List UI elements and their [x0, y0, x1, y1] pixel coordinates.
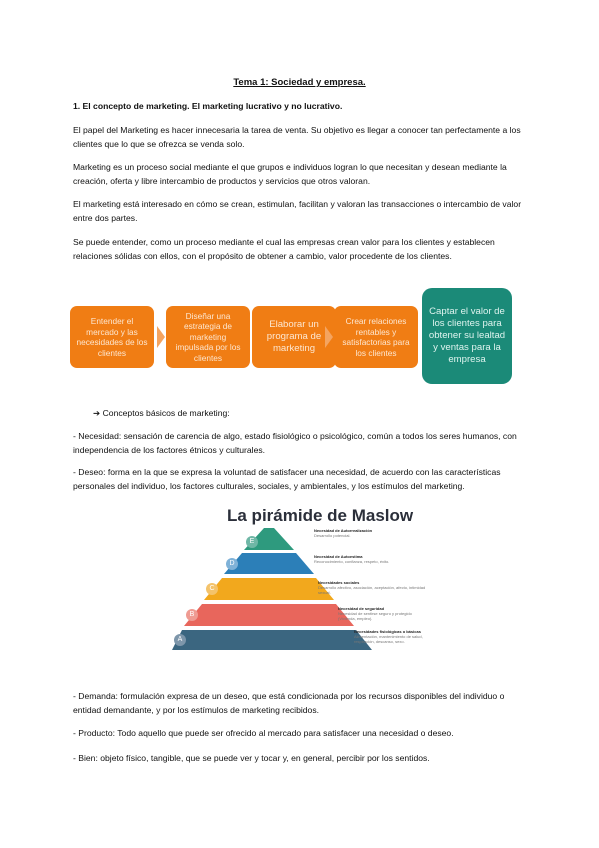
paragraph-1: El papel del Marketing es hacer innecesaria la tarea de venta. Su objetivo es llegar a conocer tan perfectamente a los clientes que lo que se ofrezca se venda solo. [73, 125, 521, 149]
level-name-d: Necesidad de Autoestima [314, 554, 363, 559]
maslow-pyramid-image [172, 498, 430, 650]
level-desc-a: Alimentación, mantenimiento de salud, respiración, descanso, sexo. [354, 634, 423, 644]
pyramid-graphic [172, 498, 430, 650]
definition-bien: - Bien: objeto físico, tangible, que se puede ver y tocar y, en general, percibir por los sentidos. [73, 753, 430, 763]
definition-producto: - Producto: Todo aquello que puede ser ofrecido al mercado para satisfacer una necesidad o deseo. [73, 728, 454, 738]
level-desc-b: Necesidad de sentirse seguro y protegido (Vivienda, empleo). [338, 611, 412, 621]
arrow-icon [157, 326, 165, 348]
pyramid-level-b [184, 604, 354, 626]
flow-step-1: Entender el mercado y las necesidades de los clientes [70, 306, 154, 368]
level-desc-c: Desarrollo afectivo, asociación, aceptación, afecto, intimidad sexual. [318, 585, 426, 595]
definition-necesidad: - Necesidad: sensación de carencia de algo, estado fisiológico o psicológico, común a todos los seres humanos, con independencia de los factores étnicos y culturales. [73, 431, 517, 455]
flow-goal: Captar el valor de los clientes para obtener su lealtad y ventas para la empresa [422, 288, 512, 384]
level-letter-c: C [206, 583, 218, 595]
level-letter-d: D [226, 558, 238, 570]
maslow-title: La pirámide de Maslow [227, 506, 414, 525]
level-name-e: Necesidad de Autorrealización [314, 528, 373, 533]
paragraph-2: Marketing es un proceso social mediante el que grupos e individuos logran lo que necesitan y desean mediante la creación, oferta y libre intercambio de productos y servicios que otros valoran. [73, 162, 507, 186]
level-desc-d: Reconocimiento, confianza, respeto, éxito. [314, 559, 390, 564]
section-heading: 1. El concepto de marketing. El marketing lucrativo y no lucrativo. [73, 101, 343, 111]
definition-deseo: - Deseo: forma en la que se expresa la voluntad de satisfacer una necesidad, de acuerdo con las características personales del individuo, los factores culturales, sociales, y ambientales, y los estímulos del marketing. [73, 467, 501, 491]
paragraph-3: El marketing está interesado en cómo se crean, estimulan, facilitan y valoran las transacciones o intercambio de valor entre dos partes. [73, 199, 522, 223]
arrow-icon [325, 326, 333, 348]
pyramid-level-c [204, 578, 334, 600]
level-name-a: Necesidades fisiológicas o básicas [354, 629, 421, 634]
paragraph-4: Se puede entender, como un proceso mediante el cual las empresas crean valor para los clientes y establecen relaciones sólidas con ellos, con el propósito de obtener a cambio, valor procedente de los clientes. [73, 237, 495, 261]
bullet-heading: ➔ Conceptos básicos de marketing: [93, 408, 230, 418]
level-desc-e: Desarrollo potencial. [314, 533, 351, 538]
level-letter-a: A [174, 634, 186, 646]
level-name-c: Necesidades sociales [318, 580, 360, 585]
definition-demanda: - Demanda: formulación expresa de un deseo, que está condicionada por los recursos disponibles del individuo o entidad demandante, y por los estímulos de marketing recibidos. [73, 691, 505, 715]
pyramid-level-a [172, 630, 372, 650]
level-letter-b: B [186, 609, 198, 621]
flow-step-3: Elaborar un programa de marketing [252, 306, 336, 368]
marketing-process-diagram [70, 288, 515, 385]
flow-step-2: Diseñar una estrategia de marketing impulsada por los clientes [166, 306, 250, 368]
level-letter-e: E [246, 536, 258, 548]
flow-step-4: Crear relaciones rentables y satisfactorias para los clientes [334, 306, 418, 368]
level-name-b: Necesidad de seguridad [338, 606, 385, 611]
document-title: Tema 1: Sociedad y empresa. [233, 77, 366, 88]
